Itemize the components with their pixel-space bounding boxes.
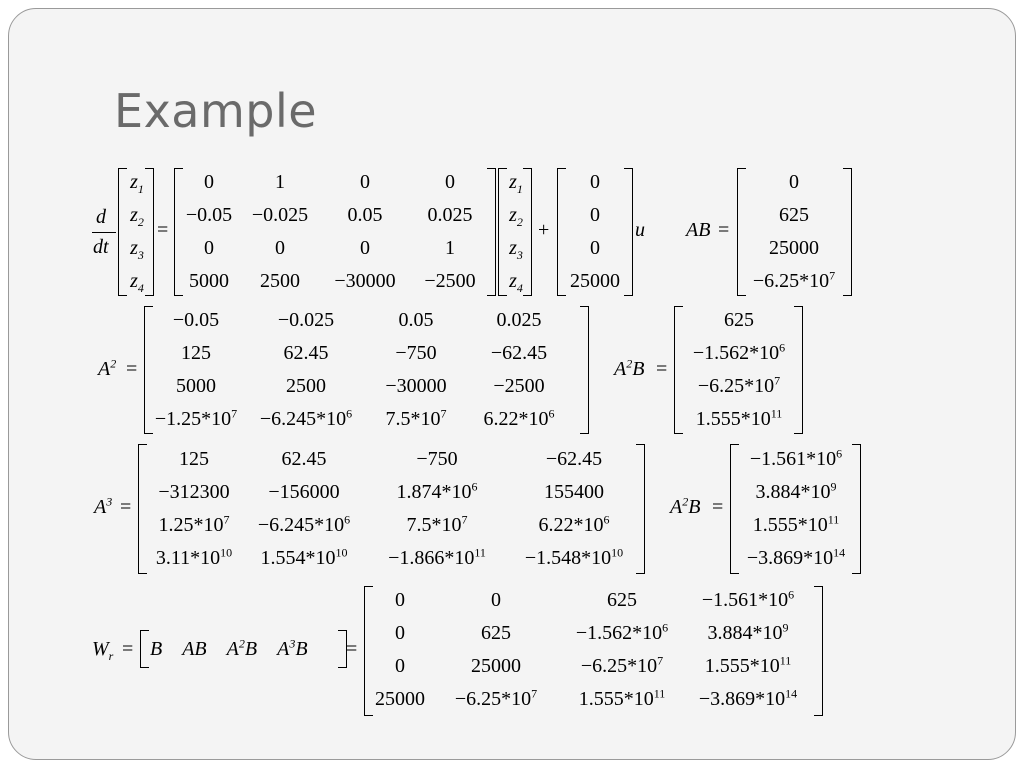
matrix-cell: 0: [395, 622, 405, 644]
A2-rbracket: [580, 306, 589, 434]
deriv-numerator: d: [96, 206, 106, 228]
matrix-cell: 125: [181, 342, 211, 364]
matrix-cell: $-1.25*10^7$: [154, 406, 238, 430]
equals-1: =: [157, 219, 169, 241]
matrix-cell: 0: [395, 655, 405, 677]
A3B-rbracket: [852, 444, 861, 574]
A-rbracket: [487, 168, 496, 296]
matrix-cell: $-3.869*10^{14}$: [698, 686, 798, 710]
plus-sign: +: [538, 219, 550, 241]
state-z4: $z_4$: [130, 270, 144, 295]
matrix-cell: $-3.869*10^{14}$: [746, 545, 846, 569]
matrix-cell: $1.555*10^{11}$: [578, 686, 666, 710]
matrix-cell: 0: [204, 171, 214, 193]
matrix-cell: 0: [275, 237, 285, 259]
matrix-cell: −750: [416, 448, 458, 470]
matrix-cell: $1.554*10^{10}$: [260, 545, 348, 569]
matrix-cell: $-1.866*10^{11}$: [388, 545, 486, 569]
matrix-cell: $-6.25*10^7$: [752, 268, 836, 292]
matrix-cell: −62.45: [545, 448, 603, 470]
matrix-cell: 0.05: [398, 309, 434, 331]
state-vector-2: $z_1$ $z_2$ $z_3$ $z_4$: [509, 171, 523, 295]
matrix-cell: $1.25*10^7$: [158, 512, 230, 536]
B-vector: [562, 166, 628, 298]
matrix-cell: $3.884*10^9$: [755, 479, 837, 503]
equals-A2B: =: [656, 358, 668, 380]
state-z2: $z_2$: [130, 204, 144, 229]
matrix-cell: $-6.245*10^6$: [257, 512, 351, 536]
matrix-cell: 25000: [375, 688, 425, 710]
A2B-rbracket: [794, 306, 803, 434]
matrix-cell: 0: [360, 171, 370, 193]
matrix-cell: −312300: [158, 481, 230, 503]
equals-AB: =: [718, 219, 730, 241]
A3-matrix: [142, 443, 636, 575]
equals-W: =: [346, 638, 358, 660]
matrix-cell: 0.025: [427, 204, 473, 226]
matrix-cell: 155400: [544, 481, 604, 503]
matrix-cell: −62.45: [490, 342, 548, 364]
matrix-cell: 0: [789, 171, 799, 193]
deriv-denominator: dt: [93, 236, 109, 258]
matrix-cell: $6.22*10^6$: [538, 512, 610, 536]
matrix-cell: 0: [204, 237, 214, 259]
matrix-cell: $-1.562*10^6$: [575, 620, 669, 644]
matrix-cell: 1: [275, 171, 285, 193]
matrix-cell: 25000: [769, 237, 819, 259]
matrix-cell: 25000: [570, 270, 620, 292]
matrix-cell: 0.025: [496, 309, 542, 331]
W-rbracket: [814, 586, 823, 716]
matrix-cell: 2500: [286, 375, 326, 397]
matrix-cell: −2500: [493, 375, 545, 397]
A2B-label: $A^2B$: [614, 356, 645, 380]
matrix-cell: $1.555*10^{11}$: [704, 653, 792, 677]
input-u: u: [635, 219, 645, 241]
matrix-cell: $-6.25*10^7$: [580, 653, 664, 677]
Wr-label: $W_r$: [92, 638, 114, 663]
state-z1: $z_1$: [130, 171, 144, 196]
matrix-cell: 625: [724, 309, 754, 331]
matrix-cell: 5000: [189, 270, 229, 292]
matrix-cell: 2500: [260, 270, 300, 292]
matrix-cell: 0: [590, 171, 600, 193]
matrix-cell: 25000: [471, 655, 521, 677]
AB-label: AB: [686, 219, 711, 241]
matrix-cell: $-6.245*10^6$: [259, 406, 353, 430]
AB-rbracket: [843, 168, 852, 296]
A3B-label: $A^2B$: [670, 494, 701, 518]
matrix-cell: $1.555*10^{11}$: [695, 406, 783, 430]
z2-rbracket: [523, 168, 532, 296]
matrix-cell: 0: [360, 237, 370, 259]
matrix-cell: $3.884*10^9$: [707, 620, 789, 644]
matrix-cell: $7.5*10^7$: [385, 406, 447, 430]
state-z3: $z_3$: [130, 237, 144, 262]
A3B-vector: [734, 443, 858, 575]
matrix-cell: $1.555*10^{11}$: [752, 512, 840, 536]
matrix-cell: 5000: [176, 375, 216, 397]
matrix-cell: 625: [481, 622, 511, 644]
matrix-cell: 0: [395, 589, 405, 611]
matrix-cell: $6.22*10^6$: [483, 406, 555, 430]
matrix-cell: $-1.561*10^6$: [749, 446, 843, 470]
matrix-cell: $7.5*10^7$: [406, 512, 468, 536]
matrix-cell: 62.45: [283, 342, 329, 364]
matrix-cell: $1.874*10^6$: [396, 479, 478, 503]
matrix-cell: −0.05: [172, 309, 220, 331]
matrix-cell: −2500: [424, 270, 476, 292]
matrix-cell: 62.45: [281, 448, 327, 470]
matrix-cell: 1: [445, 237, 455, 259]
A-matrix: [178, 166, 490, 298]
matrix-cell: 0: [590, 204, 600, 226]
matrix-cell: −156000: [268, 481, 340, 503]
matrix-cell: 0: [445, 171, 455, 193]
matrix-cell: −0.025: [277, 309, 335, 331]
fraction-bar: [92, 232, 116, 233]
matrix-cell: $-1.561*10^6$: [701, 587, 795, 611]
AB-vector: [741, 166, 847, 298]
A2-matrix: [148, 304, 574, 436]
slide-title: Example: [114, 84, 318, 138]
equals-A3: =: [120, 496, 132, 518]
A2B-vector: [678, 304, 800, 436]
A2-label: $A^2$: [98, 356, 117, 380]
A3-label: $A^3$: [94, 494, 113, 518]
equals-A2: =: [126, 358, 138, 380]
matrix-cell: $-1.562*10^6$: [692, 340, 786, 364]
matrix-cell: 625: [779, 204, 809, 226]
z-rbracket: [145, 168, 154, 296]
matrix-cell: $3.11*10^{10}$: [155, 545, 233, 569]
controllability-matrix: [368, 584, 812, 716]
matrix-cell: 625: [607, 589, 637, 611]
row-lbracket: [140, 630, 149, 668]
matrix-cell: $-6.25*10^7$: [454, 686, 538, 710]
matrix-cell: $-1.548*10^{10}$: [524, 545, 624, 569]
matrix-cell: −0.05: [185, 204, 233, 226]
equals-Wr: =: [122, 638, 134, 660]
B-rbracket: [624, 168, 633, 296]
matrix-cell: −0.025: [251, 204, 309, 226]
controllability-row: B AB $A^2B$ $A^3B$: [150, 636, 308, 660]
matrix-cell: 0: [590, 237, 600, 259]
matrix-cell: 0: [491, 589, 501, 611]
matrix-cell: −30000: [334, 270, 396, 292]
matrix-cell: $-6.25*10^7$: [697, 373, 781, 397]
equals-A3B: =: [712, 496, 724, 518]
matrix-cell: 0.05: [347, 204, 383, 226]
A3-rbracket: [636, 444, 645, 574]
matrix-cell: 125: [179, 448, 209, 470]
matrix-cell: −30000: [385, 375, 447, 397]
matrix-cell: −750: [395, 342, 437, 364]
